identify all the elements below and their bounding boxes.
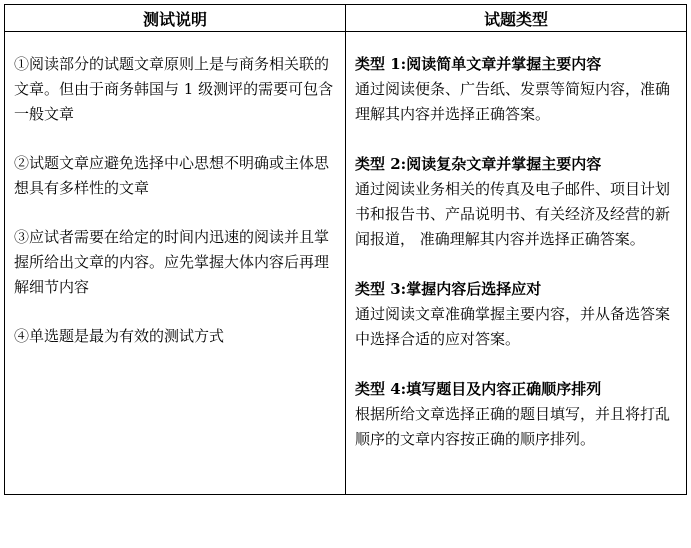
question-type-desc: 通过阅读便条、广告纸、发票等简短内容，准确理解其内容并选择正确答案。 [355,80,671,123]
exam-info-table [4,4,687,495]
test-note-1: ①阅读部分的试题文章原则上是与商务相关联的文章。但由于商务韩国与 1 级测评的需要可包含一般文章 [14,55,334,123]
content-row [5,32,687,495]
test-notes-cell [5,32,346,495]
test-note-4: ④单选题是最为有效的测试方式 [14,327,225,345]
test-note-2: ②试题文章应避免选择中心思想不明确或主体思想具有多样性的文章 [14,154,330,197]
question-type-1 [355,52,679,127]
header-test-notes: 测试说明 [5,5,346,32]
question-type-desc: 根据所给文章选择正确的题目填写，并且将打乱顺序的文章内容按正确的顺序排列。 [355,405,671,448]
question-types-cell [346,32,687,495]
header-row [5,5,687,32]
test-note-3: ③应试者需要在给定的时间内迅速的阅读并且掌握所给出文章的内容。应先掌握大体内容后再理解细节内容 [14,228,330,296]
header-question-types: 试题类型 [346,5,687,32]
question-type-desc: 通过阅读业务相关的传真及电子邮件、项目计划书和报告书、产品说明书、有关经济及经营的新闻报道， 准确理解其内容并选择正确答案。 [355,180,671,248]
question-type-title: 类型 4:填写题目及内容正确顺序排列 [355,380,602,398]
question-type-title: 类型 1:阅读简单文章并掌握主要内容 [355,55,602,73]
question-type-4 [355,377,679,452]
question-type-2 [355,152,679,252]
question-type-3 [355,277,679,352]
question-type-title: 类型 3:掌握内容后选择应对 [355,280,542,298]
question-type-desc: 通过阅读文章准确掌握主要内容，并从备选答案中选择合适的应对答案。 [355,305,671,348]
question-type-title: 类型 2:阅读复杂文章并掌握主要内容 [355,155,602,173]
